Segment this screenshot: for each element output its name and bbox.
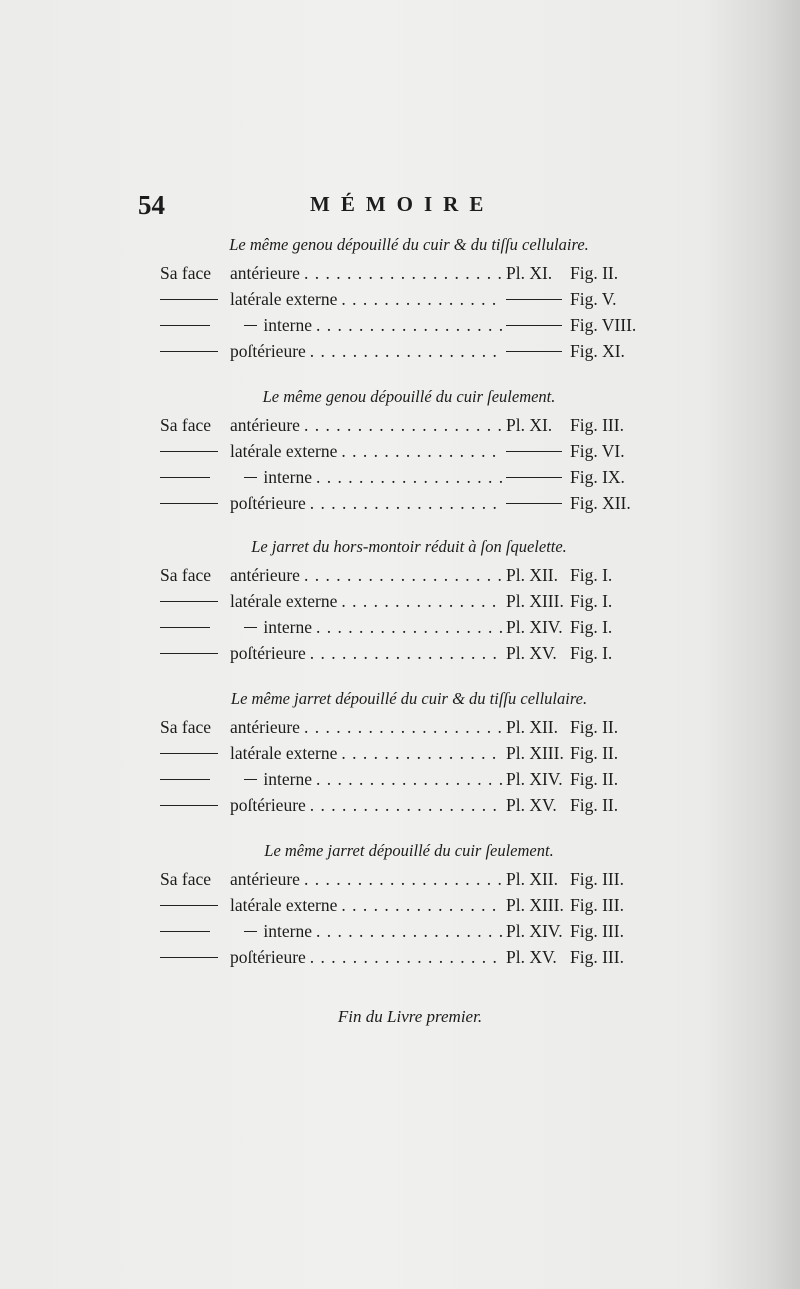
list-item [160, 740, 650, 766]
list-item [160, 866, 650, 892]
row-label: interne [263, 467, 312, 487]
leader-dots [304, 412, 502, 438]
ditto-dash [160, 753, 218, 754]
plate-ref: Pl. XV. [506, 947, 557, 967]
list-item [160, 892, 650, 918]
ditto-dash [160, 325, 210, 326]
section-jarret-cuir [160, 836, 650, 970]
figure-ref: Fig. XI. [570, 341, 625, 361]
figure-ref: Fig. VI. [570, 441, 625, 461]
leader-dots [316, 918, 502, 944]
ditto-dash [160, 627, 210, 628]
list-item [160, 338, 650, 364]
plate-ref: Pl. XI. [506, 415, 553, 435]
ditto-dash [160, 351, 218, 352]
list-item [160, 490, 650, 516]
leader-dots [310, 490, 502, 516]
row-label: antérieure [230, 717, 300, 737]
row-label: interne [263, 769, 312, 789]
plate-ref: Pl. XV. [506, 643, 557, 663]
figure-ref: Fig. III. [570, 415, 624, 435]
figure-ref: Fig. IX. [570, 467, 625, 487]
leader-dots [304, 866, 502, 892]
ditto-dash [506, 351, 562, 352]
row-label: latérale externe [230, 441, 338, 461]
leader-dots [341, 892, 502, 918]
list-item [160, 562, 650, 588]
row-label: poſtérieure [230, 341, 306, 361]
list-item [160, 714, 650, 740]
plate-ref: Pl. XV. [506, 795, 557, 815]
leader-dots [304, 562, 502, 588]
figure-ref: Fig. III. [570, 921, 624, 941]
row-label: poſtérieure [230, 493, 306, 513]
ditto-dash [160, 601, 218, 602]
list-item [160, 766, 650, 792]
figure-ref: Fig. II. [570, 743, 619, 763]
figure-ref: Fig. I. [570, 565, 613, 585]
plate-ref: Pl. XII. [506, 565, 559, 585]
row-label: poſtérieure [230, 643, 306, 663]
row-label: antérieure [230, 565, 300, 585]
list-item [160, 944, 650, 970]
leader-dots [304, 714, 502, 740]
plate-ref: Pl. XII. [506, 717, 559, 737]
ditto-dash [160, 805, 218, 806]
plate-ref: Pl. XIII. [506, 895, 564, 915]
figure-ref: Fig. II. [570, 717, 619, 737]
section-caption: Le même jarret dépouillé du cuir & du tiſſu cellulaire. [230, 689, 588, 708]
figure-ref: Fig. I. [570, 591, 613, 611]
section-caption: Le même genou dépouillé du cuir & du tiſſu cellulaire. [229, 235, 589, 254]
figure-ref: Fig. II. [570, 263, 619, 283]
leader-dots [316, 614, 502, 640]
list-item [160, 438, 650, 464]
figure-ref: Fig. III. [570, 947, 624, 967]
section-caption: Le même genou dépouillé du cuir ſeulement. [262, 387, 556, 406]
section-caption: Le jarret du hors-montoir réduit à ſon ſquelette. [251, 537, 567, 556]
leader-dots [310, 944, 502, 970]
ditto-dash [506, 451, 562, 452]
list-item [160, 614, 650, 640]
list-item [160, 588, 650, 614]
figure-ref: Fig. III. [570, 869, 624, 889]
figure-ref: Fig. VIII. [570, 315, 637, 335]
ditto-dash [244, 325, 257, 326]
row-lead: Sa face [160, 415, 212, 435]
figure-ref: Fig. XII. [570, 493, 631, 513]
ditto-dash [160, 503, 218, 504]
row-label: latérale externe [230, 591, 338, 611]
row-lead: Sa face [160, 263, 212, 283]
leader-dots [316, 464, 502, 490]
row-lead: Sa face [160, 869, 212, 889]
row-label: latérale externe [230, 895, 338, 915]
row-label: antérieure [230, 415, 300, 435]
leader-dots [341, 740, 502, 766]
row-label: interne [263, 921, 312, 941]
ditto-dash [506, 299, 562, 300]
list-item [160, 918, 650, 944]
leader-dots [341, 438, 502, 464]
plate-ref: Pl. XI. [506, 263, 553, 283]
ditto-dash [160, 299, 218, 300]
leader-dots [316, 766, 502, 792]
ditto-dash [506, 325, 562, 326]
leader-dots [310, 640, 502, 666]
ditto-dash [160, 451, 218, 452]
ditto-dash [160, 957, 218, 958]
leader-dots [304, 260, 502, 286]
plate-ref: Pl. XIV. [506, 921, 563, 941]
figure-ref: Fig. III. [570, 895, 624, 915]
row-label: poſtérieure [230, 947, 306, 967]
ditto-dash [160, 931, 210, 932]
leader-dots [341, 588, 502, 614]
leader-dots [310, 792, 502, 818]
row-label: poſtérieure [230, 795, 306, 815]
row-label: antérieure [230, 263, 300, 283]
closing-line: Fin du Livre premier. [337, 1007, 483, 1026]
page-number: 54 [138, 190, 165, 220]
figure-ref: Fig. V. [570, 289, 617, 309]
list-item [160, 412, 650, 438]
plate-ref: Pl. XIV. [506, 769, 563, 789]
row-lead: Sa face [160, 717, 212, 737]
ditto-dash [506, 477, 562, 478]
row-label: interne [263, 315, 312, 335]
figure-ref: Fig. II. [570, 795, 619, 815]
ditto-dash [244, 931, 257, 932]
running-title: MÉMOIRE [310, 192, 495, 216]
row-lead: Sa face [160, 565, 212, 585]
list-item [160, 286, 650, 312]
section-jarret-cuir-tissu [160, 684, 650, 818]
section-caption: Le même jarret dépouillé du cuir ſeulement. [264, 841, 554, 860]
list-item [160, 464, 650, 490]
ditto-dash [160, 477, 210, 478]
plate-ref: Pl. XIII. [506, 591, 564, 611]
ditto-dash [244, 779, 257, 780]
row-label: latérale externe [230, 743, 338, 763]
row-label: latérale externe [230, 289, 338, 309]
plate-ref: Pl. XII. [506, 869, 559, 889]
row-label: antérieure [230, 869, 300, 889]
plate-ref: Pl. XIV. [506, 617, 563, 637]
ditto-dash [160, 905, 218, 906]
ditto-dash [506, 503, 562, 504]
page-header [138, 190, 658, 230]
section-jarret-squelette [160, 532, 650, 666]
ditto-dash [160, 779, 210, 780]
list-item [160, 312, 650, 338]
list-item [160, 792, 650, 818]
plate-ref: Pl. XIII. [506, 743, 564, 763]
ditto-dash [244, 627, 257, 628]
ditto-dash [160, 653, 218, 654]
ditto-dash [244, 477, 257, 478]
leader-dots [341, 286, 502, 312]
leader-dots [316, 312, 502, 338]
leader-dots [310, 338, 502, 364]
figure-ref: Fig. I. [570, 643, 613, 663]
figure-ref: Fig. I. [570, 617, 613, 637]
row-label: interne [263, 617, 312, 637]
section-genou-cuir [160, 382, 650, 516]
list-item [160, 260, 650, 286]
figure-ref: Fig. II. [570, 769, 619, 789]
list-item [160, 640, 650, 666]
section-genou-cuir-tissu [160, 230, 650, 364]
